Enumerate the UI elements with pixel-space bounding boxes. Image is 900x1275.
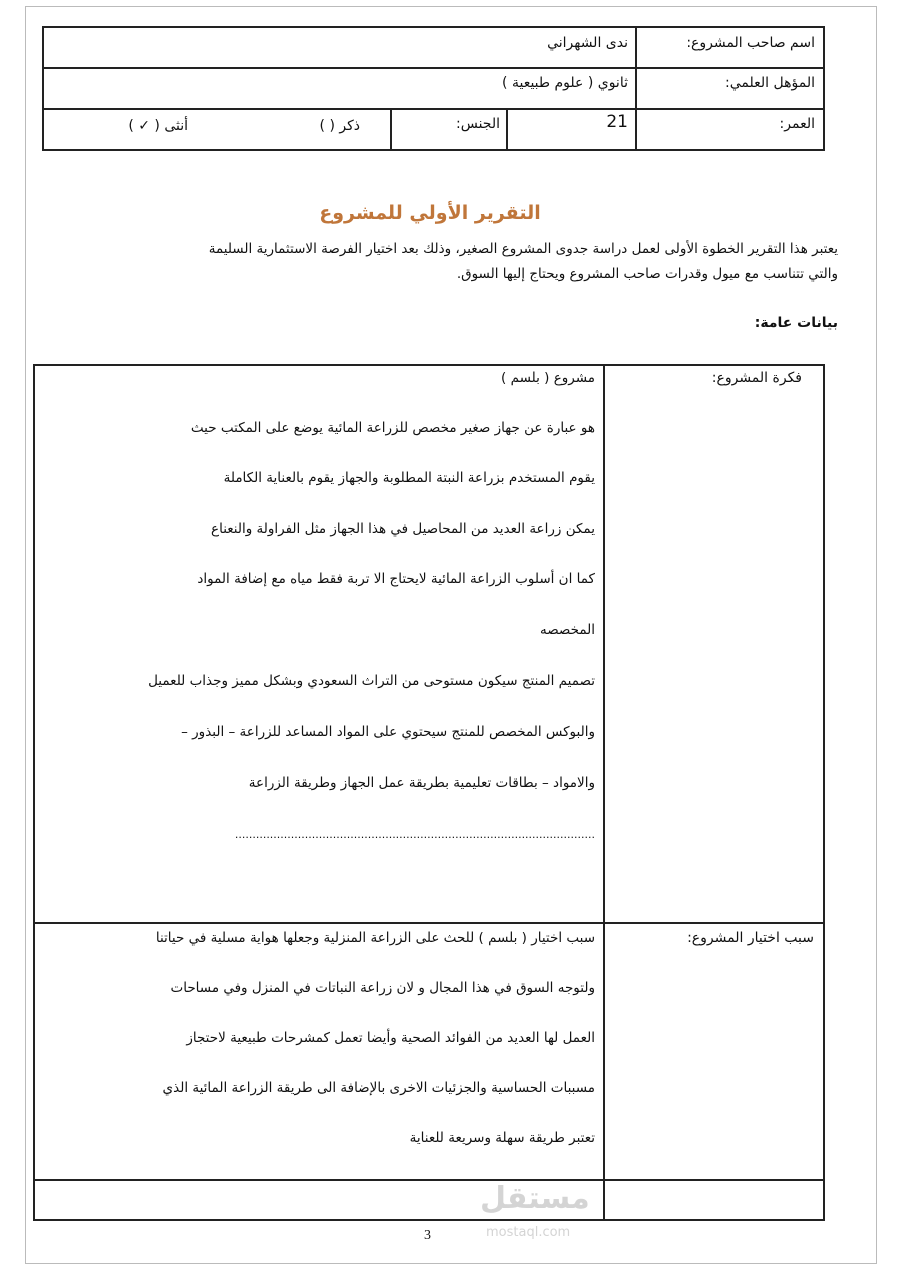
idea-line: يمكن زراعة العديد من المحاصيل في هذا الجهاز مثل الفراولة والنعناع [211,521,595,537]
idea-line: والبوكس المخصص للمنتج سيحتوي على المواد المساعد للزراعة – البذور – [181,724,595,740]
project-idea-label: فكرة المشروع: [711,370,802,386]
idea-line: تصميم المنتج سيكون مستوحى من التراث السعودي وبشكل مميز وجذاب للعميل [148,673,595,689]
idea-line: يقوم المستخدم بزراعة النبتة المطلوبة والجهاز يقوم بالعناية الكاملة [223,470,595,486]
reason-line: ولتوجه السوق في هذا المجال و لان زراعة النباتات في المنزل وفي مساحات [170,980,595,996]
gender-female-option[interactable]: أنثى ( ✓ ) [128,118,188,134]
reason-line: العمل لها العديد من الفوائد الصحية وأيضا تعمل كمشرحات طبيعية لاحتجاز [186,1030,595,1046]
idea-line: المخصصه [539,622,595,638]
intro-line-1: يعتبر هذا التقرير الخطوة الأولى لعمل دراسة جدوى المشروع الصغير، وذلك بعد اختيار الفرصة الاستثمارية السليمة [208,241,838,257]
qualification-label: المؤهل العلمي: [725,75,815,91]
owner-value: ندى الشهراني [547,35,628,51]
general-data-heading: بيانات عامة: [754,315,838,331]
project-reason-label: سبب اختيار المشروع: [687,930,814,946]
idea-line: كما ان أسلوب الزراعة المائية لايحتاج الا تربة فقط مياه مع إضافة المواد [197,571,595,587]
idea-dotted-line: ....................................................................................................... [234,828,595,841]
idea-line: هو عبارة عن جهاز صغير مخصص للزراعة المائية يوضع على المكتب حيث [190,420,595,436]
gender-label: الجنس: [456,116,500,132]
reason-line: سبب اختيار ( بلسم ) للحث على الزراعة المنزلية وجعلها هواية مسلية في حياتنا [155,930,595,946]
reason-line: تعتبر طريقة سهلة وسريعة للعناية [409,1130,595,1146]
watermark-url: mostaql.com [486,1225,571,1240]
qualification-value: ثانوي ( علوم طبيعية ) [502,75,628,91]
idea-line: والامواد – بطاقات تعليمية بطريقة عمل الجهاز وطريقة الزراعة [248,775,595,791]
report-title: التقرير الأولي للمشروع [319,202,541,224]
age-value: 21 [606,112,628,132]
intro-line-2: والتي تتناسب مع ميول وقدرات صاحب المشروع ويحتاج إليها السوق. [456,266,838,282]
page-number: 3 [424,1228,431,1243]
reason-line: مسببات الحساسية والجزئيات الاخرى بالإضافة الى طريقة الزراعة المائية الذي [162,1080,595,1096]
owner-label: اسم صاحب المشروع: [686,35,815,51]
idea-line: مشروع ( بلسم ) [501,370,595,386]
gender-male-option[interactable]: ذكر ( ) [319,118,360,134]
age-label: العمر: [779,116,815,132]
watermark-logo: مستقل [480,1181,590,1216]
